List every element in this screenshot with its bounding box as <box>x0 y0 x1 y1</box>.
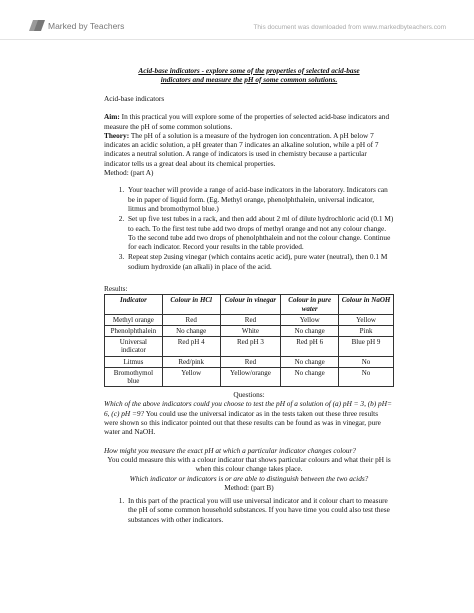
table-cell: Phenolphthalein <box>105 325 163 336</box>
question-3-text: Which indicator or indicators is or are able to distinguish between the two acids? <box>129 473 369 483</box>
table-cell: No change <box>281 325 339 336</box>
title-line-1: Acid-base indicators - explore some of the properties of selected acid-base <box>138 66 360 75</box>
header-hcl: Colour in HCl <box>162 295 220 314</box>
table-cell: White <box>220 325 281 336</box>
table-cell: Red pH 6 <box>281 337 339 356</box>
header-indicator: Indicator <box>105 295 163 314</box>
results-label: Results: <box>104 284 128 294</box>
table-cell: Yellow <box>281 314 339 325</box>
table-cell: Bromothymol blue <box>105 367 163 386</box>
header-naoh: Colour in NaOH <box>339 295 394 314</box>
title-line-2: indicators and measure the pH of some common solutions. <box>160 75 338 84</box>
method-step: 1. Your teacher will provide a range of acid-base indicators in the laboratory. Indicators can be in paper of liquid form. (Eg. Methyl orange, phenolphthalein, universal indicator, litmus and bromothymol blue.) <box>126 185 394 213</box>
method-step: 2. Set up five test tubes in a rack, and then add about 2 ml of dilute hydrochloric acid (0.1 M) to each. To the first test tube add two drops of methyl orange and not any colour change. To the second tube add two drops of phenolphthalein and not the colour change. Continue for each indicator. Record your results in the table provided. <box>126 214 394 251</box>
method-b-steps <box>126 496 394 524</box>
header-vinegar: Colour in vinegar <box>220 295 281 314</box>
table-cell: Red <box>162 314 220 325</box>
table-cell: Red <box>220 356 281 367</box>
table-cell: Red pH 3 <box>220 337 281 356</box>
table-cell: Methyl orange <box>105 314 163 325</box>
brand-logo[interactable] <box>30 20 124 31</box>
aim-text: In this practical you will explore some of the properties of selected acid-base indicators and measure the pH of some common solutions. <box>104 112 390 131</box>
table-cell: Universal indicator <box>105 337 163 356</box>
theory-text: The pH of a solution is a measure of the hydrogen ion concentration. A pH below 7 indicates an acidic solution, a pH greater than 7 indicates an alkaline solution, while a pH of 7 indicates a neutral solution. A range of indicators is used in chemistry because a particular indicator tells us a great deal about its chemical properties. <box>104 130 379 168</box>
question-1-answer: You could use the universal indicator as in the tests taken out these three results were shown so this indicator pointed out that these results can be found as was in vinegar, pure water and NaOH. <box>104 408 381 437</box>
question-1-text: Which of the above indicators could you choose to test the pH of a solution of (a) pH = 3, (b) pH= 6, (c) pH =9? <box>104 399 392 418</box>
table-cell: Blue pH 9 <box>339 337 394 356</box>
table-cell: Yellow/orange <box>220 367 281 386</box>
document-title <box>104 66 394 84</box>
method-b-step: 1. In this part of the practical you will use universal indicator and it colour chart to measure the pH of some common household substances. If you have time you could also test these substances with other indicators. <box>126 496 394 524</box>
site-banner <box>0 0 474 40</box>
header-water: Colour in pure water <box>281 295 339 314</box>
brand-name: Marked by Teachers <box>48 20 125 31</box>
theory-paragraph <box>104 131 394 168</box>
method-a-steps <box>126 185 394 271</box>
table-cell: No change <box>162 325 220 336</box>
results-table <box>104 294 394 387</box>
table-row <box>105 314 394 325</box>
table-cell: Yellow <box>162 367 220 386</box>
table-cell: Yellow <box>339 314 394 325</box>
table-row <box>105 325 394 336</box>
aim-label: Aim: <box>104 112 120 122</box>
table-cell: No <box>339 356 394 367</box>
theory-label: Theory: <box>104 130 130 140</box>
table-row <box>105 356 394 367</box>
document-page <box>104 66 394 525</box>
questions-heading: Questions: <box>233 390 265 400</box>
brand-logo-icon <box>30 20 44 31</box>
download-note: This document was downloaded from www.markedbyteachers.com <box>253 24 446 31</box>
table-cell: Red pH 4 <box>162 337 220 356</box>
table-row <box>105 367 394 386</box>
question-2-answer: You could measure this with a colour indicator that shows particular colours and what their pH is when this colour change takes place. <box>107 454 391 474</box>
table-row <box>105 337 394 356</box>
table-cell: No change <box>281 356 339 367</box>
document-subtitle: Acid-base indicators <box>104 94 165 103</box>
table-cell: Red <box>220 314 281 325</box>
table-cell: No <box>339 367 394 386</box>
question-1 <box>104 399 394 436</box>
table-cell: No change <box>281 367 339 386</box>
method-a-heading: Method: (part A) <box>104 168 154 178</box>
table-cell: Litmus <box>105 356 163 367</box>
table-cell: Red/pink <box>162 356 220 367</box>
question-2-text: How might you measure the exact pH at which a particular indicator changes colour? <box>104 445 357 455</box>
results-header-row <box>105 295 394 314</box>
method-b-heading: Method: (part B) <box>224 482 274 492</box>
table-cell: Pink <box>339 325 394 336</box>
aim-paragraph <box>104 112 394 131</box>
method-step: 3. Repeat step 2using vinegar (which contains acetic acid), pure water (neutral), then 0.1 M sodium hydroxide (an alkali) in place of the acid. <box>126 252 394 271</box>
